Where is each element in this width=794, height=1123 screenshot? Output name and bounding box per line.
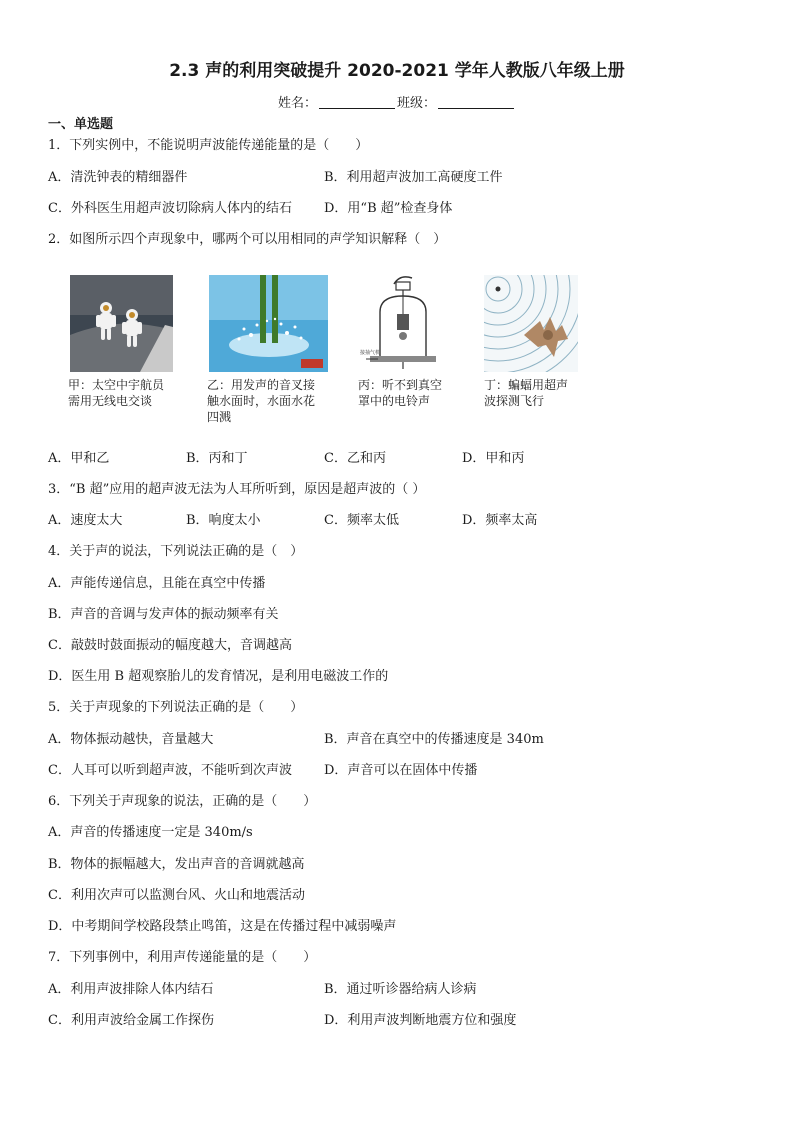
q1-stem: 1．下列实例中，不能说明声波能传递能量的是（ ） (48, 138, 369, 153)
q1-option-c[interactable]: C．外科医生用超声波切除病人体内的结石 (48, 201, 292, 216)
q7-stem: 7．下列事例中，利用声传递能量的是（ ） (48, 950, 317, 965)
figure-yi-caption: 乙：用发声的音叉接 触水面时，水面水花 四溅 (207, 378, 316, 424)
class-blank[interactable] (438, 108, 514, 109)
q4-option-c[interactable]: C．敲鼓时鼓面振动的幅度越大，音调越高 (48, 638, 292, 653)
q2-option-a[interactable]: A．甲和乙 (48, 451, 110, 466)
q1-option-b[interactable]: B．利用超声波加工高硬度工件 (324, 170, 503, 185)
q5-option-d[interactable]: D．声音可以在固体中传播 (324, 763, 478, 778)
student-info-line (0, 92, 794, 111)
q4-option-d[interactable]: D．医生用 B 超观察胎儿的发育情况，是利用电磁波工作的 (48, 669, 389, 684)
q6-option-c[interactable]: C．利用次声可以监测台风、火山和地震活动 (48, 888, 305, 903)
figure-bing-caption: 丙：听不到真空 罩中的电铃声 (358, 378, 443, 408)
name-blank[interactable] (319, 108, 395, 109)
q6-option-d[interactable]: D．中考期间学校路段禁止鸣笛，这是在传播过程中减弱噪声 (48, 919, 397, 934)
q7-option-c[interactable]: C．利用声波给金属工作探伤 (48, 1013, 214, 1028)
q3-stem: 3．“B 超”应用的超声波无法为人耳所听到，原因是超声波的（ ） (48, 482, 426, 497)
q7-option-a[interactable]: A．利用声波排除人体内结石 (48, 982, 214, 997)
q5-option-c[interactable]: C．人耳可以听到超声波，不能听到次声波 (48, 763, 292, 778)
q6-option-a[interactable]: A．声音的传播速度一定是 340m/s (48, 825, 253, 840)
q5-option-a[interactable]: A．物体振动越快，音量越大 (48, 732, 214, 747)
q2-option-c[interactable]: C．乙和丙 (324, 451, 386, 466)
q3-option-b[interactable]: B．响度太小 (186, 513, 261, 528)
page-title: 2.3 声的利用突破提升 2020-2021 学年人教版八年级上册 (169, 61, 625, 81)
q6-stem: 6．下列关于声现象的说法，正确的是（ ） (48, 794, 317, 809)
q4-option-a[interactable]: A．声能传递信息，且能在真空中传播 (48, 576, 266, 591)
figure-ding-caption: 丁：蝙蝠用超声 波探测飞行 (484, 378, 569, 408)
q2-option-b[interactable]: B．丙和丁 (186, 451, 248, 466)
figure-jia-caption: 甲：太空中宇航员 需用无线电交谈 (68, 378, 165, 408)
q4-stem: 4．关于声的说法，下列说法正确的是（ ） (48, 544, 304, 559)
q5-option-b[interactable]: B．声音在真空中的传播速度是 340m (324, 732, 544, 747)
q2-stem: 2．如图所示四个声现象中，哪两个可以用相同的声学知识解释（ ） (48, 232, 447, 247)
section-title: 一、单选题 (48, 117, 114, 132)
figure-bing-bell-jar (360, 272, 452, 372)
q1-option-a[interactable]: A．清洗钟表的精细器件 (48, 170, 188, 185)
q2-option-d[interactable]: D．甲和丙 (462, 451, 525, 466)
q6-option-b[interactable]: B．物体的振幅越大，发出声音的音调就越高 (48, 857, 305, 872)
q7-option-d[interactable]: D．利用声波判断地震方位和强度 (324, 1013, 517, 1028)
q3-option-c[interactable]: C．频率太低 (324, 513, 399, 528)
figure-ding-bat (484, 275, 578, 372)
class-label: 班级： (397, 96, 437, 111)
q7-option-b[interactable]: B．通过听诊器给病人诊病 (324, 982, 477, 997)
name-label: 姓名： (277, 96, 317, 111)
figure-bing-pump-label: 接抽气机 (360, 350, 381, 356)
q3-option-a[interactable]: A．速度太大 (48, 513, 123, 528)
q1-option-d[interactable]: D．用“B 超”检查身体 (324, 201, 453, 216)
q4-option-b[interactable]: B．声音的音调与发声体的振动频率有关 (48, 607, 279, 622)
q5-stem: 5．关于声现象的下列说法正确的是（ ） (48, 700, 304, 715)
figure-yi-tuning-fork (209, 275, 328, 372)
figure-jia-astronauts (70, 275, 173, 372)
q3-option-d[interactable]: D．频率太高 (462, 513, 538, 528)
